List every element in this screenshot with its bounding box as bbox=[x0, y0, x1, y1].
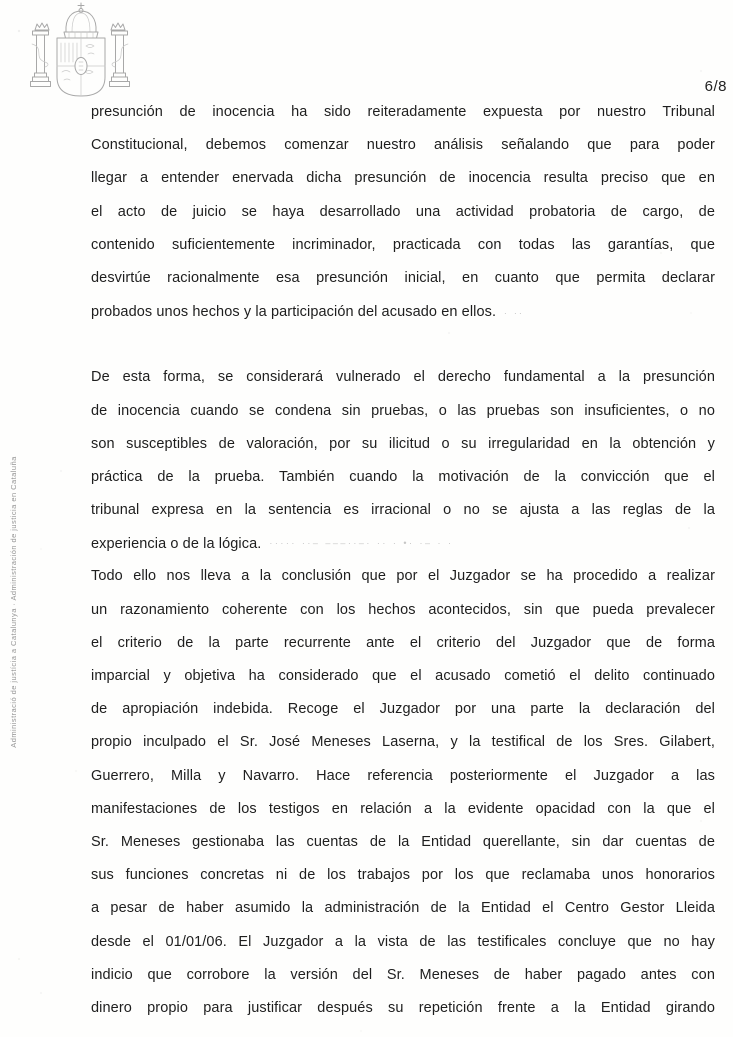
text-line: propio inculpado el Sr. José Meneses Laserna, y la testifical de los Sres. Gilabert, bbox=[91, 734, 715, 751]
text-line: el acto de juicio se haya desarrollado una actividad probatoria de cargo, de bbox=[91, 203, 715, 220]
margin-caption: Administració de justícia a Catalunya · Administración de justicia en Cataluña bbox=[9, 456, 18, 748]
text-line: de apropiación indebida. Recoge el Juzgador por una parte la declaración del bbox=[91, 701, 715, 718]
text-line: Sr. Meneses gestionaba las cuentas de la Entidad querellante, sin dar cuentas de bbox=[91, 833, 715, 850]
text-line: indicio que corrobore la versión del Sr. Meneses de haber pagado antes con bbox=[91, 966, 715, 983]
text-line: llegar a entender enervada dicha presunción de inocencia resulta preciso que en bbox=[91, 170, 715, 187]
text-line: presunción de inocencia ha sido reiteradamente expuesta por nuestro Tribunal bbox=[91, 104, 715, 120]
text-line: dinero propio para justificar después su repetición frente a la Entidad girando bbox=[91, 999, 715, 1016]
text-line: contenido suficientemente incriminador, practicada con todas las garantías, que bbox=[91, 236, 715, 253]
left-pillar bbox=[31, 23, 51, 87]
text-line: práctica de la prueba. También cuando la motivación de la convicción que el bbox=[91, 468, 715, 485]
text-line: desvirtúe racionalmente esa presunción inicial, en cuanto que permita declarar bbox=[91, 269, 715, 286]
text-line bbox=[91, 295, 715, 328]
right-pillar bbox=[110, 23, 130, 87]
text-line: manifestaciones de los testigos en relación a la evidente opacidad con la que el bbox=[91, 800, 715, 817]
paragraph-2 bbox=[91, 361, 715, 560]
text-line: de inocencia cuando se condena sin pruebas, o las pruebas son insuficientes, o no bbox=[91, 402, 715, 419]
line-text: experiencia o de la lógica. bbox=[91, 536, 262, 553]
scan-artifact: . .. bbox=[504, 306, 525, 317]
page-number: 6/8 bbox=[704, 78, 727, 95]
line-text: probados unos hechos y la participación del acusado en ellos. bbox=[91, 304, 497, 321]
text-line: Guerrero, Milla y Navarro. Hace referencia posteriormente el Juzgador a las bbox=[91, 767, 715, 784]
scan-smudge: ····· ··– –––··–· ·· · •· ·– · · bbox=[269, 538, 454, 549]
text-line: Todo ello nos lleva a la conclusión que por el Juzgador se ha procedido a realizar bbox=[91, 568, 715, 585]
paragraph-3 bbox=[91, 560, 715, 1025]
text-line: Constitucional, debemos comenzar nuestro análisis señalando que para poder bbox=[91, 137, 715, 154]
document-body bbox=[91, 96, 715, 1025]
text-line: sus funciones concretas ni de los trabajos por los que reclamaba unos honorarios bbox=[91, 867, 715, 884]
scan-noise bbox=[0, 0, 2, 2]
coat-of-arms-icon bbox=[28, 2, 132, 102]
text-line: a pesar de haber asumido la administración de la Entidad el Centro Gestor Lleida bbox=[91, 900, 715, 917]
paragraph-1 bbox=[91, 96, 715, 328]
text-line: el criterio de la parte recurrente ante el criterio del Juzgador que de forma bbox=[91, 634, 715, 651]
text-line: son susceptibles de valoración, por su ilicitud o su irregularidad en la obtención y bbox=[91, 435, 715, 452]
text-line: imparcial y objetiva ha considerado que el acusado cometió el delito continuado bbox=[91, 668, 715, 684]
text-line: un razonamiento coherente con los hechos acontecidos, sin que pueda prevalecer bbox=[91, 601, 715, 618]
text-line bbox=[91, 527, 715, 560]
text-line: tribunal expresa en la sentencia es irracional o no se ajusta a las reglas de la bbox=[91, 502, 715, 519]
text-line: De esta forma, se considerará vulnerado el derecho fundamental a la presunción bbox=[91, 369, 715, 386]
text-line: desde el 01/01/06. El Juzgador a la vista de las testificales concluye que no hay bbox=[91, 933, 715, 950]
